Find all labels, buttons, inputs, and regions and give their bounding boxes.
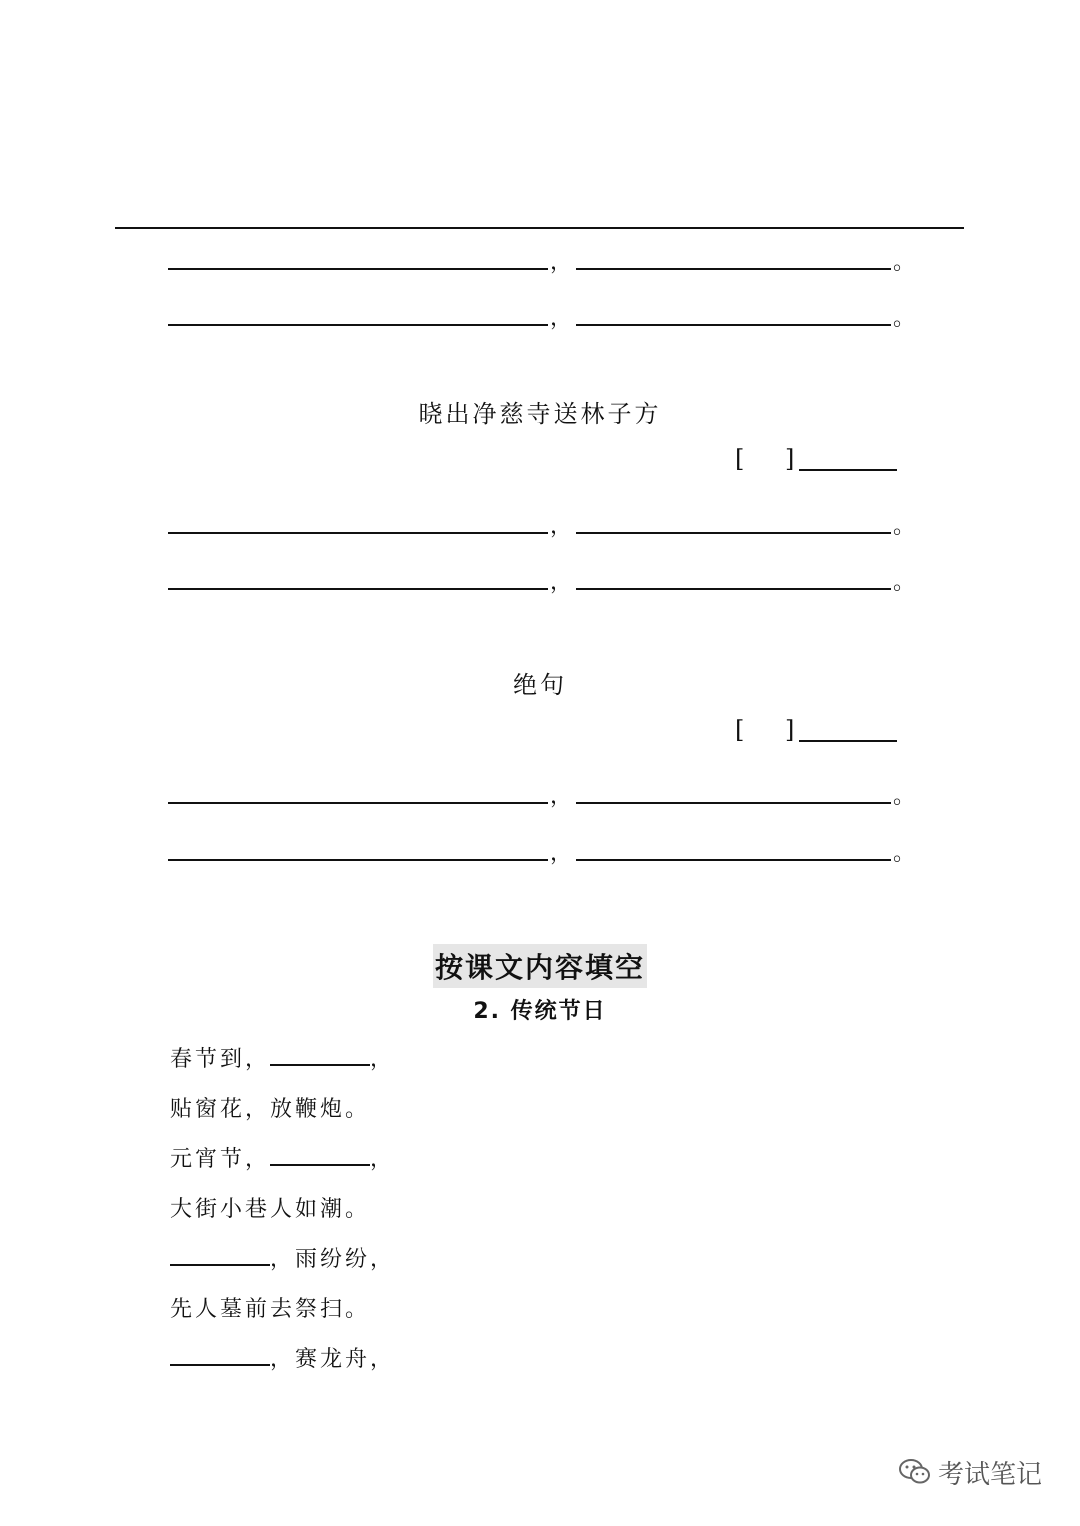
watermark-text: 考试笔记 [938, 1459, 1043, 1490]
poem-title: 晓出净慈寺送林子方 [418, 400, 662, 428]
watermark [898, 1452, 1042, 1492]
bracket-close: ] [785, 445, 795, 473]
fill-line-6 [168, 835, 916, 866]
poem-title: 绝句 [513, 671, 567, 699]
comma: ， [550, 250, 573, 275]
section-heading [0, 944, 1080, 988]
period: 。 [893, 514, 916, 539]
period: 。 [893, 306, 916, 331]
answer-blank[interactable] [168, 268, 548, 270]
comma: ， [550, 841, 573, 866]
verse-line-2: 贴窗花，放鞭炮。 [170, 1097, 371, 1122]
answer-blank[interactable] [576, 859, 891, 861]
answer-blank[interactable] [576, 588, 891, 590]
period: 。 [893, 841, 916, 866]
fill-line-4 [168, 564, 916, 595]
top-divider [115, 227, 964, 229]
comma: ， [550, 306, 573, 331]
verse-line-1 [170, 1044, 395, 1076]
answer-blank[interactable] [576, 268, 891, 270]
author-blank[interactable] [799, 740, 897, 742]
period: 。 [893, 784, 916, 809]
answer-blank[interactable] [168, 324, 548, 326]
verse-text: ， [370, 1147, 396, 1172]
verse-text: ，雨纷纷， [270, 1247, 396, 1272]
verse-line-4: 大街小巷人如潮。 [170, 1197, 371, 1222]
answer-blank[interactable] [170, 1344, 270, 1366]
verse-line-5 [170, 1244, 395, 1276]
comma: ， [550, 514, 573, 539]
verse-line-7 [170, 1344, 395, 1376]
fill-line-3 [168, 508, 916, 539]
bracket-close: ] [785, 716, 795, 744]
verse-text: 春节到， [170, 1047, 271, 1072]
verse-text: 元宵节， [170, 1147, 271, 1172]
verse-line-6: 先人墓前去祭扫。 [170, 1297, 371, 1322]
fill-line-5 [168, 778, 916, 809]
wechat-icon [898, 1457, 932, 1487]
answer-blank[interactable] [576, 324, 891, 326]
answer-blank[interactable] [168, 859, 548, 861]
answer-blank[interactable] [168, 588, 548, 590]
period: 。 [893, 250, 916, 275]
verse-text: ，赛龙舟， [270, 1347, 396, 1372]
verse-text: ， [370, 1047, 396, 1072]
lesson-title: 2. 传统节日 [473, 999, 607, 1024]
comma: ， [550, 784, 573, 809]
period: 。 [893, 570, 916, 595]
dynasty-author-slot [735, 716, 900, 746]
answer-blank[interactable] [168, 532, 548, 534]
answer-blank[interactable] [270, 1144, 370, 1166]
answer-blank[interactable] [576, 802, 891, 804]
fill-line-1 [168, 244, 916, 275]
fill-line-2 [168, 300, 916, 331]
answer-blank[interactable] [168, 802, 548, 804]
answer-blank[interactable] [270, 1044, 370, 1066]
author-blank[interactable] [799, 469, 897, 471]
answer-blank[interactable] [170, 1244, 270, 1266]
section-heading-text: 按课文内容填空 [433, 944, 647, 988]
answer-blank[interactable] [576, 532, 891, 534]
comma: ， [550, 570, 573, 595]
bracket-open: [ [735, 445, 745, 473]
verse-line-3 [170, 1144, 395, 1176]
bracket-open: [ [735, 716, 745, 744]
dynasty-author-slot [735, 445, 900, 475]
